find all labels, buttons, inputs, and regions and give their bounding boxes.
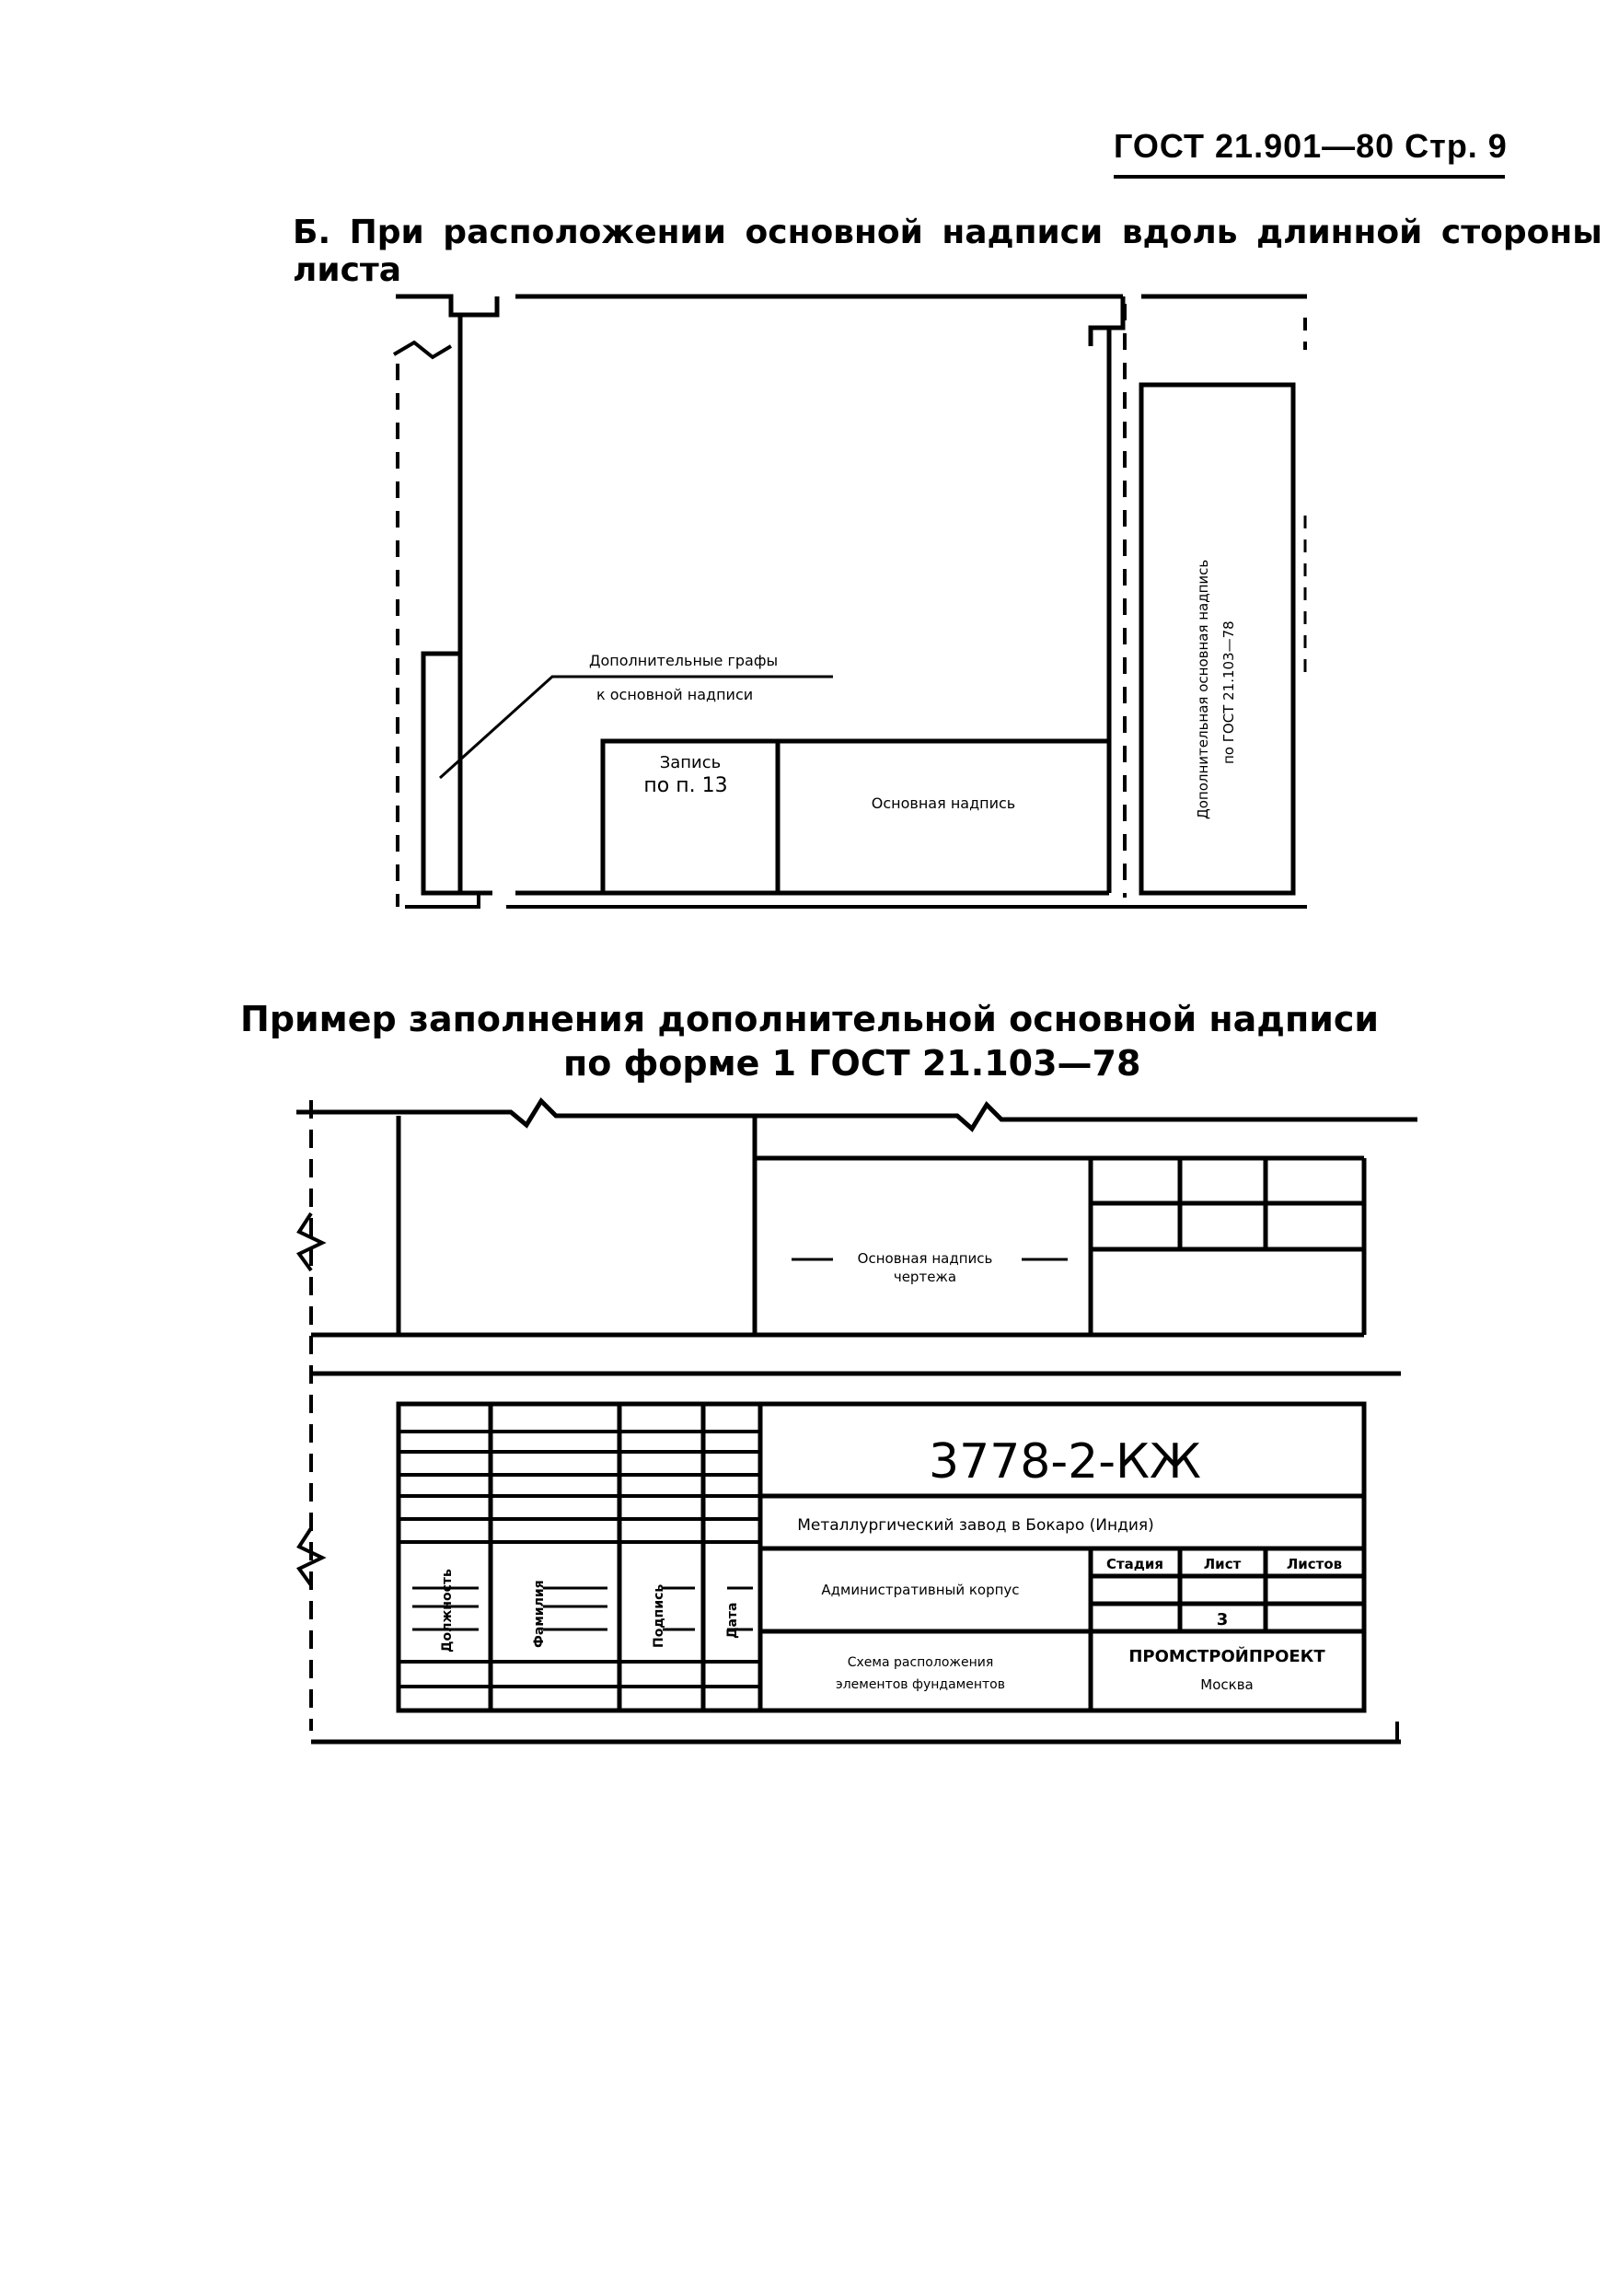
vert-col-surname: Фамилия	[532, 1580, 547, 1648]
main-inscription-label: Основная надпись	[871, 794, 1016, 812]
col-sheet-label: Лист	[1203, 1556, 1242, 1572]
vert-col-position: Должность	[440, 1569, 455, 1652]
col-sheets-label: Листов	[1286, 1556, 1343, 1572]
drawing-title-2: элементов фундаментов	[836, 1677, 1005, 1692]
additional-columns-label-1: Дополнительные графы	[589, 652, 779, 669]
vertical-inscription-label-2: по ГОСТ 21.103—78	[1220, 620, 1237, 764]
organization-name: ПРОМСТРОЙПРОЕКТ	[1128, 1647, 1325, 1666]
drawing-main-label-2: чертежа	[893, 1269, 957, 1285]
vertical-inscription-label-1: Дополнительная основная надпись	[1195, 559, 1211, 819]
drawing-main-label-1: Основная надпись	[857, 1250, 993, 1267]
drawing-title-1: Схема расположения	[847, 1655, 994, 1670]
document-code: 3778-2-КЖ	[929, 1434, 1201, 1490]
note-label-1: Запись	[659, 753, 722, 772]
section-b-title: Б. При расположении основной надписи вдоль длинной стороны листа	[293, 214, 1602, 289]
page-header-ref: ГОСТ 21.901—80 Стр. 9	[1114, 127, 1508, 165]
col-stage-label: Стадия	[1105, 1556, 1164, 1572]
city-name: Москва	[1200, 1676, 1254, 1693]
example-title-line2: по форме 1 ГОСТ 21.103—78	[563, 1043, 1141, 1084]
plant-name: Металлургический завод в Бокаро (Индия)	[797, 1516, 1154, 1535]
note-label-2: по п. 13	[643, 774, 728, 797]
additional-columns-label-2: к основной надписи	[596, 686, 754, 703]
example-title-line1: Пример заполнения дополнительной основной надписи	[240, 999, 1379, 1039]
vert-col-date: Дата	[725, 1602, 740, 1639]
vert-col-signature: Подпись	[652, 1583, 666, 1648]
sheet-number: 3	[1216, 1610, 1229, 1629]
building-name: Административный корпус	[821, 1582, 1020, 1598]
